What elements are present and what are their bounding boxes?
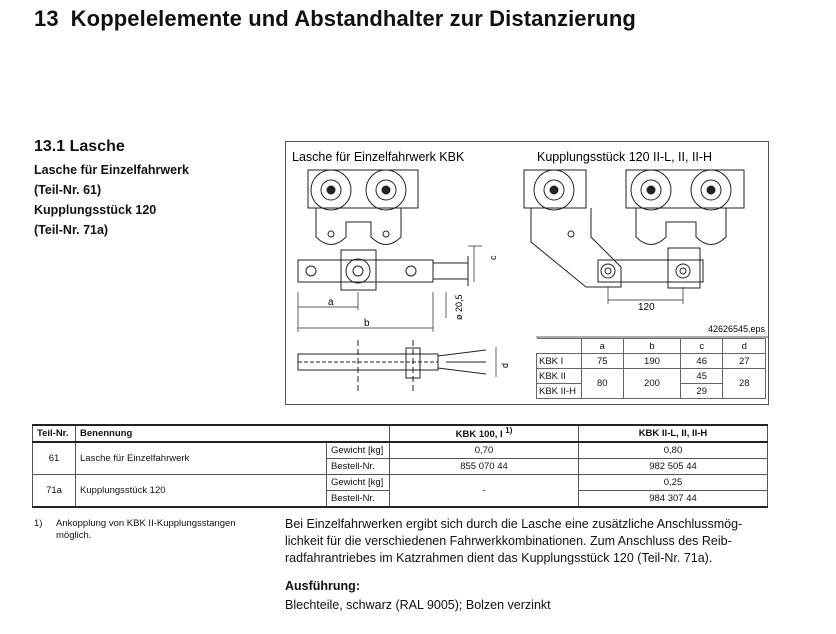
dim-phi-label: ø 20,5 [454, 294, 464, 320]
dim-c-label: c [488, 255, 498, 260]
dim-cell: 27 [723, 354, 766, 369]
dim-header-a: a [581, 339, 624, 354]
table-cell: 984 307 44 [579, 491, 768, 508]
dim-cell: 28 [723, 369, 766, 399]
dim-header-b: b [624, 339, 681, 354]
table-cell: 982 505 44 [579, 459, 768, 475]
lasche-bar [298, 260, 433, 282]
kupplungsstueck [598, 260, 703, 282]
row-label: Bestell-Nr. [327, 491, 390, 508]
section-line-3: Kupplungsstück 120 [34, 203, 157, 217]
row-teil: 61 [33, 442, 76, 475]
ausfuehrung-text: Blechteile, schwarz (RAL 9005); Bolzen verzinkt [285, 598, 551, 612]
right-drawing-caption: Kupplungsstück 120 II-L, II, II-H [537, 150, 713, 164]
row-benennung: Lasche für Einzelfahrwerk [76, 442, 327, 475]
dimension-table [536, 338, 766, 399]
footnote [34, 518, 264, 542]
section-line-2: (Teil-Nr. 61) [34, 183, 102, 197]
parts-table [32, 424, 768, 508]
dim-header-c: c [680, 339, 723, 354]
dim-cell: 45 [680, 369, 723, 384]
dim-120-label: 120 [638, 302, 655, 313]
dim-header-d: d [723, 339, 766, 354]
table-cell: 0,70 [390, 442, 579, 459]
row-label: Gewicht [kg] [327, 475, 390, 491]
dim-cell: 46 [680, 354, 723, 369]
table-cell: 0,25 [579, 475, 768, 491]
dim-cell: 75 [581, 354, 624, 369]
row-benennung: Kupplungsstück 120 [76, 475, 327, 508]
dim-cell: 80 [581, 369, 624, 399]
footnote-mark: 1) [34, 518, 43, 529]
col-benennung: Benennung [76, 425, 390, 442]
col-kbk100: KBK 100, I $^{1)}$ [390, 425, 579, 442]
chapter-heading [34, 6, 636, 32]
body-paragraph: Bei Einzelfahrwerken ergibt sich durch die Lasche eine zusätzliche Anschlussmöglichkeit für die verschiedenen Fahrwerkkombinationen. Zum Anschluss des Reibradfahrantriebes im Katzrahmen dient das Kupplungsstück 120 (Teil-Nr. 71a). [285, 517, 743, 565]
dim-row-label: KBK II-H [537, 384, 582, 399]
dim-row-label: KBK I [537, 354, 582, 369]
col-teil-nr: Teil-Nr. [33, 425, 76, 442]
dim-row-label: KBK II [537, 369, 582, 384]
eps-reference: 42626545.eps [708, 324, 766, 334]
chapter-number: 13 [34, 6, 59, 31]
technical-drawing-frame [285, 141, 769, 405]
section-number: 13.1 [34, 138, 66, 155]
row-label: Gewicht [kg] [327, 442, 390, 459]
row-label: Bestell-Nr. [327, 459, 390, 475]
dim-a-label: a [328, 297, 334, 308]
section-title: Lasche [69, 138, 125, 155]
footnote-text: Ankopplung von KBK II-Kupplungsstangen möglich. [56, 518, 236, 541]
dim-cell: 29 [680, 384, 723, 399]
section-heading [34, 138, 125, 156]
table-cell: 0,80 [579, 442, 768, 459]
chapter-title: Koppelelemente und Abstandhalter zur Distanzierung [70, 6, 636, 31]
section-line-1: Lasche für Einzelfahrwerk [34, 163, 189, 177]
ausfuehrung-label: Ausführung: [285, 579, 360, 593]
row-teil: 71a [33, 475, 76, 508]
dim-cell: 190 [624, 354, 681, 369]
section-line-4: (Teil-Nr. 71a) [34, 223, 109, 237]
dim-d-label: d [500, 362, 510, 368]
table-cell: - [390, 475, 579, 508]
dim-cell: 200 [624, 369, 681, 399]
table-cell: 855 070 44 [390, 459, 579, 475]
left-drawing-caption: Lasche für Einzelfahrwerk KBK [292, 150, 465, 164]
dim-b-label: b [364, 318, 370, 329]
col-kbk2: KBK II-L, II, II-H [579, 425, 768, 442]
